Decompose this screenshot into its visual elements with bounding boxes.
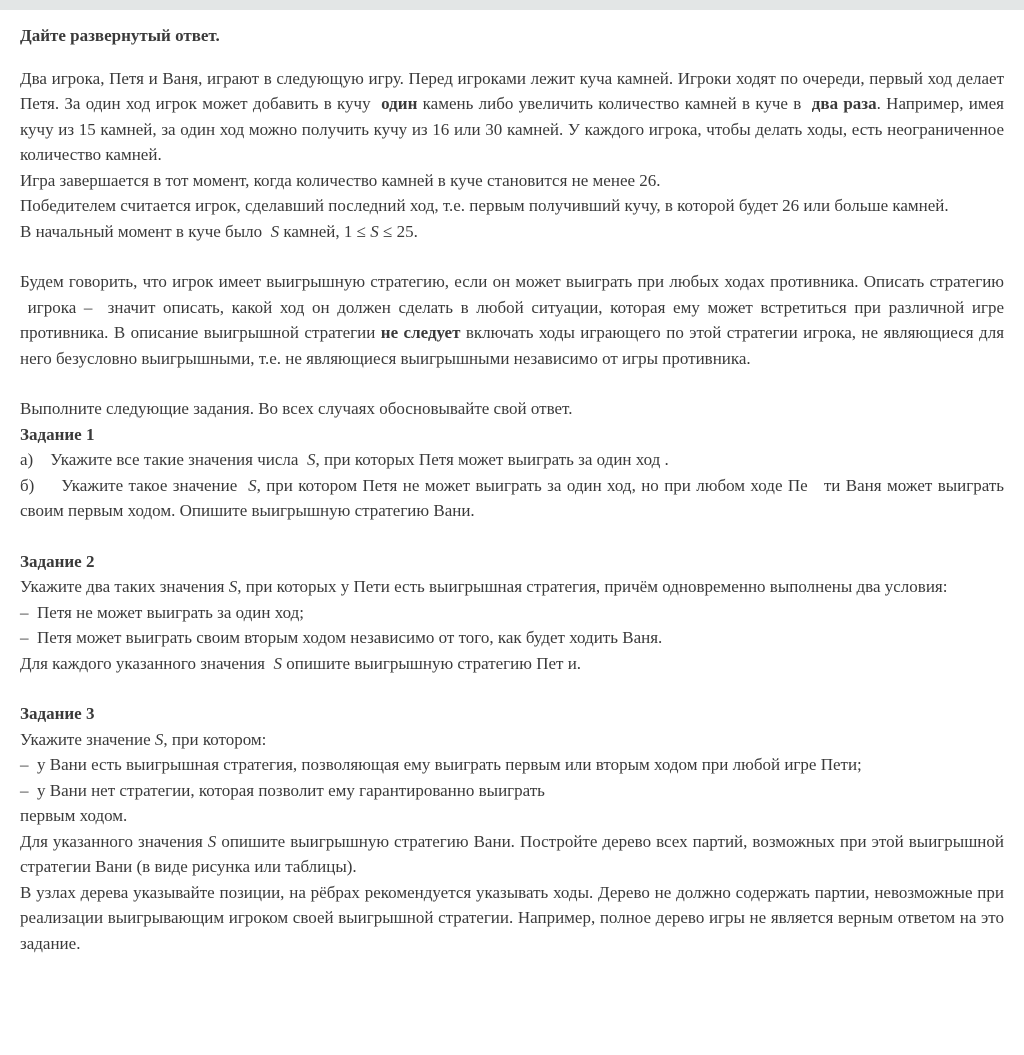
instructions-line [20,396,1004,422]
text-run: . Например, имея кучу из 15 камней, за один ход можно получить кучу из 16 или 30 камней. У каждого игрока, чтобы делать ходы, есть неограниченное количество камней. [20,94,1005,164]
text-run: опишите выигрышную стратегию Пет и. [281,653,582,673]
task3-intro [20,727,1004,753]
task2-condition-2 [20,625,1004,651]
task3-describe [20,829,1004,880]
text-run: опишите выигрышную стратегию Вани. Постройте дерево всех партий, возможных при этой выигрышной стратегии Вани (в виде рисунка или таблицы). [20,831,1004,876]
task1-item-b [20,473,1004,524]
text-run: камней, 1 ≤ [279,221,371,241]
page-title [20,23,1004,49]
game-rules-paragraph [20,66,1004,168]
task2-intro [20,574,1004,600]
text-run: – у Вани нет стратегии, которая позволит ему гарантированно выиграть [20,780,545,800]
game-end-condition [20,168,1004,194]
text-run: Победителем считается игрок, сделавший последний ход, т.е. первым получивший кучу, в которой будет 26 или больше камней. [20,196,949,215]
task2-heading [20,549,1004,575]
text-run: Игра завершается в тот момент, когда количество камней в куче становится не менее 26. [20,170,661,190]
task3-tree-requirements [20,880,1004,957]
initial-condition [20,219,1004,245]
text-run: Два игрока, Петя и Ваня, играют в следующую игру. Перед игроками лежит куча камней. Игроки ходят по очереди, первый ход делает Петя. За один ход игрок может добавить в кучу [20,68,1004,113]
bold-text-run: два раза [811,94,877,113]
variable-s: S [273,653,282,673]
task3-heading [20,701,1004,727]
bold-text-run: один [381,94,418,113]
task1-item-a [20,447,1004,473]
bold-text-run: Задание 3 [20,704,95,723]
variable-s: S [270,221,280,241]
task2-condition-1 [20,600,1004,626]
text-run: Выполните следующие задания. Во всех случаях обосновывайте свой ответ. [20,399,573,418]
text-run: Для указанного значения [20,831,208,851]
variable-s: S [207,831,217,851]
winner-definition [20,193,1004,219]
text-run: В начальный момент в куче было [20,221,271,241]
text-run: Укажите значение [20,729,155,749]
text-run: , при котором Петя не может выиграть за один ход, но при любом ходе Пе ти Ваня может выиграть своим первым ходом. Опишите выигрышную стратегию Вани. [20,475,1004,520]
text-run: б) Укажите такое значение [20,475,249,495]
text-run: Укажите два таких значения [20,577,229,596]
text-run: а) Укажите все такие значения числа [20,450,307,469]
task3-condition-1 [20,752,1004,778]
task3-condition-2 [20,778,1004,804]
variable-s: S [154,729,164,749]
task3-condition-2-cont [20,803,1004,829]
bold-text-run: Задание 2 [20,551,95,571]
top-border-bar [0,0,1024,10]
task1-heading [20,422,1004,448]
variable-s: S [306,450,316,469]
strategy-definition-paragraph [20,269,1004,371]
text-run: – Петя может выиграть своим вторым ходом независимо от того, как будет ходить Ваня. [20,628,663,647]
variable-s: S [228,577,238,596]
text-run: включать ходы играющего по этой стратегии игрока, не являющиеся для него безусловно выигрышными, т.е. не являющиеся выигрышными независимо от игры противника. [20,323,1005,368]
text-run: , при которых у Пети есть выигрышная стратегия, причём одновременно выполнены два условия: [237,577,948,596]
text-run: ≤ 25. [378,221,418,241]
variable-s: S [370,221,379,241]
bold-text-run: не следует [380,323,461,342]
document-body [0,10,1024,956]
bold-text-run: Дайте развернутый ответ. [20,26,220,45]
task2-closing [20,651,1004,677]
text-run: первым ходом. [20,806,128,825]
text-run: Для каждого указанного значения [20,653,274,673]
text-run: , при которых Петя может выиграть за один ход . [315,450,669,469]
text-run: , при котором: [163,729,267,749]
text-run: В узлах дерева указывайте позиции, на рёбрах рекомендуется указывать ходы. Дерево не должно содержать партии, невозможные при реализации выигрывающим игроком своей выигрышной стратегии. Например, полное дерево игры не является верным ответом на это задание. [20,882,1004,953]
text-run: Будем говорить, что игрок имеет выигрышную стратегию, если он может выиграть при любых ходах противника. Описать стратегию игрока – значит описать, какой ход он должен сделать в любой ситуации, которая ему может встретиться при различной игре противника. В описание выигрышной стратегии [20,272,1004,342]
text-run: – Петя не может выиграть за один ход; [20,602,304,622]
bold-text-run: Задание 1 [20,424,95,444]
variable-s: S [248,475,257,495]
text-run: камень либо увеличить количество камней в куче в [417,94,812,113]
text-run: – у Вани есть выигрышная стратегия, позволяющая ему выиграть первым или вторым ходом при любой игре Пети; [20,755,862,774]
